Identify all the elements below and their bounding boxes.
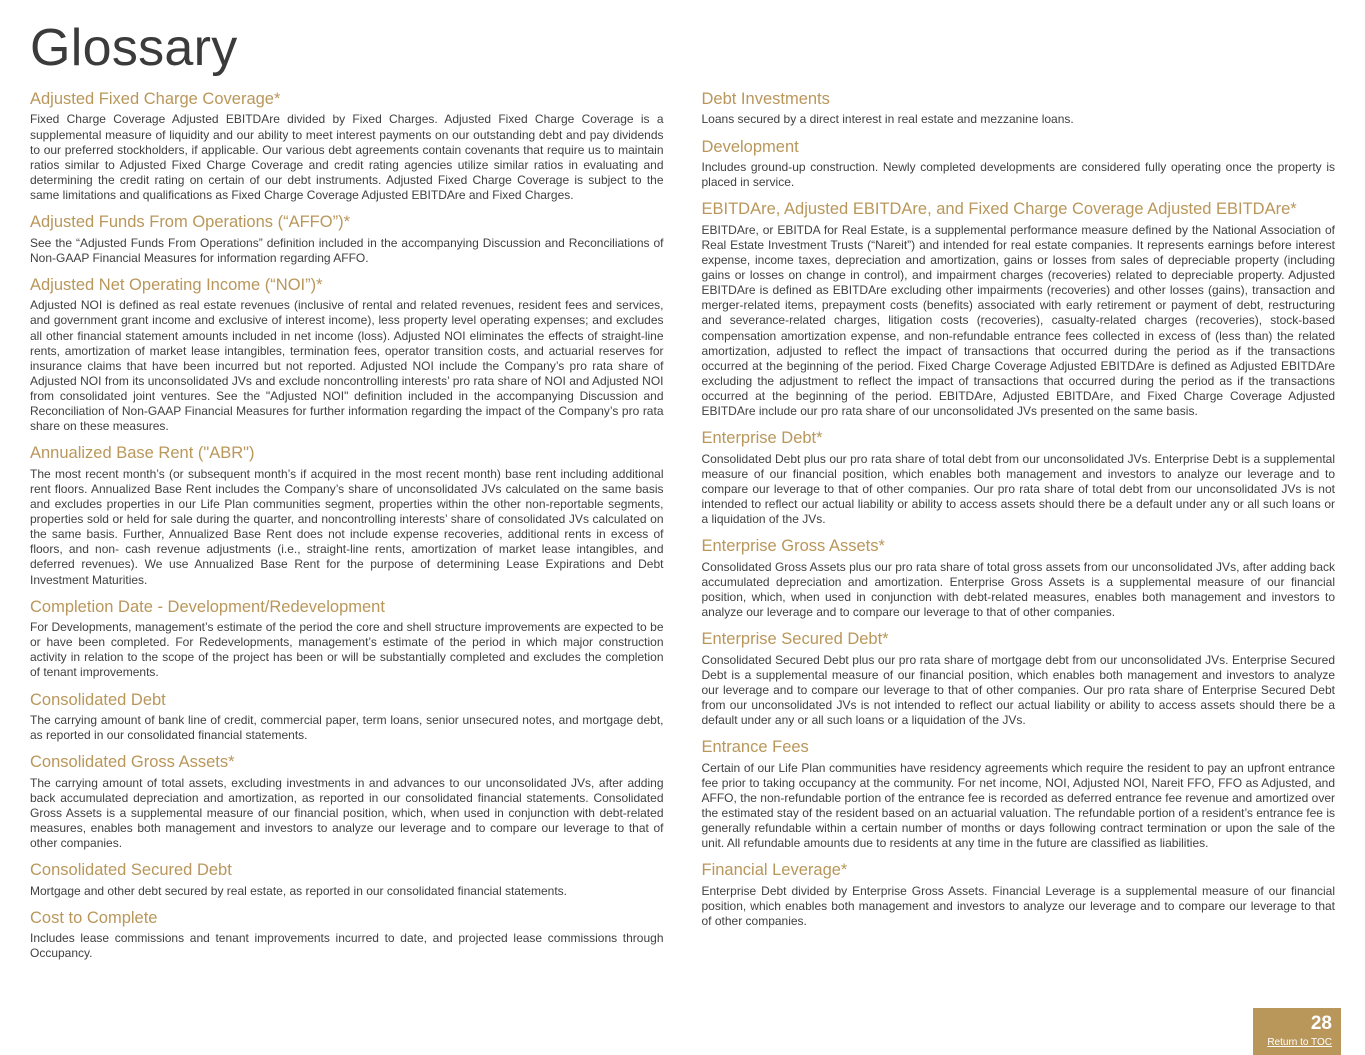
glossary-term: Cost to Complete [30, 908, 158, 927]
glossary-columns [0, 88, 1365, 962]
glossary-definition: Consolidated Secured Debt plus our pro rata share of mortgage debt from our unconsolidated JVs. Enterprise Secured Debt is a supplemental measure of our financial position, which enables both management and investors to analyze our leverage and to compare our leverage to that of other companies. Our pro rata share of Enterprise Secured Debt from our unconsolidated JVs is not intended to reflect our actual liability or ability to access assets should there be a default under any or all such loans or a liquidation of the JVs. [701, 652, 1335, 727]
glossary-entry [30, 90, 664, 203]
glossary-definition: The carrying amount of bank line of credit, commercial paper, term loans, senior unsecured notes, and mortgage debt, as reported in our consolidated financial statements. [30, 712, 664, 743]
glossary-definition: Consolidated Debt plus our pro rata share of total debt from our unconsolidated JVs. Enterprise Debt is a supplemental measure of our financial position, which enables both management and investors to analyze our leverage and to compare our leverage to that of other companies. Our pro rata share of total debt from our unconsolidated JVs is not intended to reflect our actual liability or ability to access assets should there be a default under any or all such loans or a liquidation of the JVs. [701, 451, 1335, 527]
glossary-entry [702, 138, 1336, 191]
glossary-definition: The carrying amount of total assets, excluding investments in and advances to our unconsolidated JVs, after adding back accumulated depreciation and amortization, as reported in our consolidated financial statements. Consolidated Gross Assets is a supplemental measure of our financial position, which, when used in conjunction with debt-related measures, enables both management and investors to analyze our leverage and to compare our leverage to that of other companies. [30, 775, 664, 851]
glossary-entry [702, 429, 1336, 527]
page-footer-box [1253, 1008, 1341, 1055]
glossary-term: Debt Investments [701, 90, 830, 108]
glossary-entry [30, 598, 664, 681]
glossary-term: Development [701, 137, 799, 156]
glossary-definition: Adjusted NOI is defined as real estate revenues (inclusive of rental and related revenues, resident fees and services, and government grant income and exclusive of interest income), less property level operating expenses; and excludes all other financial statement amounts included in net income (loss). Adjusted NOI eliminates the effects of straight-line rents, amortization of market lease intangibles, termination fees, operator transition costs, and actuarial reserves for insurance claims that have been incurred but not reported. Adjusted NOI include the Company’s pro rata share of Adjusted NOI from its unconsolidated JVs and exclude noncontrolling interests’ pro rata share of NOI and Adjusted NOI from consolidated joint ventures. See the "Adjusted NOI" definition included in the accompanying Discussion and Reconciliation of Non-GAAP Financial Measures for further information regarding the impact of the Company’s pro rata share on these measures. [30, 298, 664, 434]
glossary-term: Adjusted Net Operating Income (“NOI”)* [30, 275, 323, 294]
page-title: Glossary [30, 19, 238, 77]
glossary-entry [702, 90, 1336, 128]
glossary-term: EBITDAre, Adjusted EBITDAre, and Fixed Charge Coverage Adjusted EBITDAre* [701, 200, 1297, 219]
return-to-toc-link[interactable]: Return to TOC [1267, 1036, 1332, 1048]
glossary-entry [702, 537, 1336, 620]
glossary-entry [702, 630, 1336, 728]
glossary-entry [30, 861, 664, 899]
glossary-term: Enterprise Secured Debt* [701, 630, 889, 649]
glossary-term: Consolidated Secured Debt [30, 861, 232, 880]
glossary-definition: See the “Adjusted Funds From Operations” definition included in the accompanying Discussion and Reconciliations of Non-GAAP Financial Measures for information regarding AFFO. [30, 235, 664, 265]
glossary-definition: For Developments, management’s estimate of the period the core and shell structure improvements are expected to be or have been completed. For Redevelopments, management’s estimate of the period in which major construction activity in relation to the scope of the project has been or will be substantially completed and excludes the completion of tenant improvements. [30, 620, 664, 680]
glossary-definition: Certain of our Life Plan communities have residency agreements which require the resident to pay an upfront entrance fee prior to taking occupancy at the community. For net income, NOI, Adjusted NOI, Nareit FFO, FFO as Adjusted, and AFFO, the non-refundable portion of the entrance fee is recorded as deferred entrance fee revenue and amortized over the estimated stay of the resident based on an actuarial valuation. The refundable portion of a resident’s entrance fee is generally refundable within a certain number of months or days following contract termination or upon the sale of the unit. All refundable amounts due to residents at any time in the future are classified as liabilities. [701, 760, 1335, 851]
glossary-column-left [30, 90, 664, 962]
glossary-entry [702, 738, 1336, 851]
glossary-term: Adjusted Fixed Charge Coverage* [30, 90, 281, 108]
glossary-entry [702, 861, 1336, 929]
glossary-column-right [702, 90, 1336, 962]
glossary-definition: Enterprise Debt divided by Enterprise Gross Assets. Financial Leverage is a supplemental measure of our financial position, which enables both management and investors to analyze our leverage and to compare our leverage to that of other companies. [701, 883, 1335, 928]
glossary-term: Enterprise Gross Assets* [701, 537, 885, 556]
glossary-definition: Includes ground-up construction. Newly completed developments are considered fully operating once the property is placed in service. [701, 160, 1335, 190]
glossary-entry [30, 753, 664, 851]
glossary-definition: Mortgage and other debt secured by real estate, as reported in our consolidated financial statements. [30, 883, 567, 898]
glossary-term: Adjusted Funds From Operations (“AFFO”)* [30, 213, 351, 232]
glossary-term: Completion Date - Development/Redevelopment [30, 597, 385, 616]
glossary-entry [702, 200, 1336, 419]
glossary-term: Financial Leverage* [701, 861, 848, 880]
glossary-term: Entrance Fees [701, 738, 809, 757]
glossary-term: Consolidated Debt [30, 690, 166, 709]
glossary-definition: Fixed Charge Coverage Adjusted EBITDAre divided by Fixed Charges. Adjusted Fixed Charge Coverage is a supplemental measure of liquidity and our ability to meet interest payments on our outstanding debt and pay dividends to our preferred stockholders, if applicable. Our various debt agreements contain covenants that require us to maintain ratios similar to Adjusted Fixed Charge Coverage and credit rating agencies utilize similar ratios in evaluating and determining the credit rating on certain of our debt instruments. Adjusted Fixed Charge Coverage is subject to the same limitations and qualifications as Fixed Charge Coverage Adjusted EBITDAre and Fixed Charges. [30, 112, 664, 203]
glossary-definition: EBITDAre, or EBITDA for Real Estate, is a supplemental performance measure defined by the National Association of Real Estate Investment Trusts (“Nareit”) and intended for real estate companies. It represents earnings before interest expense, income taxes, depreciation and amortization, gains or losses from sales of depreciable property (including gains or losses on change in control), and impairment charges (recoveries) related to depreciable property. Adjusted EBITDAre is defined as EBITDAre excluding other impairments (recoveries) and other losses (gains), transaction and merger-related items, prepayment costs (benefits) associated with early retirement or payment of debt, restructuring and severance-related charges, litigation costs (recoveries), casualty-related charges (recoveries), stock-based compensation amortization expense, and non-refundable entrance fees collected in excess of (less than) the related amortization, adjusted to reflect the impact of transactions that occurred during the period as if the transactions occurred at the beginning of the period. Fixed Charge Coverage Adjusted EBITDAre is defined as Adjusted EBITDAre excluding the adjustment to reflect the impact of transactions that occurred during the period as if the transactions occurred at the beginning of the period. EBITDAre, Adjusted EBITDAre, and Fixed Charge Coverage Adjusted EBITDAre include our pro rata share of our unconsolidated JVs presented on the same basis. [701, 222, 1335, 419]
glossary-entry [30, 213, 664, 266]
glossary-entry [30, 691, 664, 744]
glossary-definition: Consolidated Gross Assets plus our pro rata share of total gross assets from our unconsolidated JVs, after adding back accumulated depreciation and amortization. Enterprise Gross Assets is a supplemental measure of our financial position, which, when used in conjunction with debt-related measures, enables both management and investors to analyze our leverage and to compare our leverage to that of other companies. [701, 559, 1335, 619]
glossary-definition: Loans secured by a direct interest in real estate and mezzanine loans. [701, 112, 1074, 127]
glossary-term: Consolidated Gross Assets* [30, 753, 235, 772]
glossary-entry [30, 444, 664, 587]
glossary-definition: Includes lease commissions and tenant improvements incurred to date, and projected lease commissions through Occupancy. [30, 931, 664, 961]
glossary-entry [30, 276, 664, 434]
page-number: 28 [1310, 1013, 1332, 1035]
glossary-term: Enterprise Debt* [701, 429, 823, 448]
glossary-entry [30, 909, 664, 962]
glossary-term: Annualized Base Rent ("ABR") [30, 444, 255, 463]
glossary-definition: The most recent month’s (or subsequent month’s if acquired in the most recent month) base rent including additional rent floors. Annualized Base Rent includes the Company’s share of unconsolidated JVs calculated on the same basis and excludes properties in our Life Plan communities segment, properties within the other non-reportable segments, properties sold or held for sale during the quarter, and noncontrolling interests’ share of consolidated JVs calculated on the same basis. Further, Annualized Base Rent does not include expense recoveries, additional rents in excess of floors, and non- cash revenue adjustments (i.e., straight-line rents, amortization of market lease intangibles, and deferred revenues). We use Annualized Base Rent for the purpose of determining Lease Expirations and Debt Investment Maturities. [30, 466, 664, 587]
